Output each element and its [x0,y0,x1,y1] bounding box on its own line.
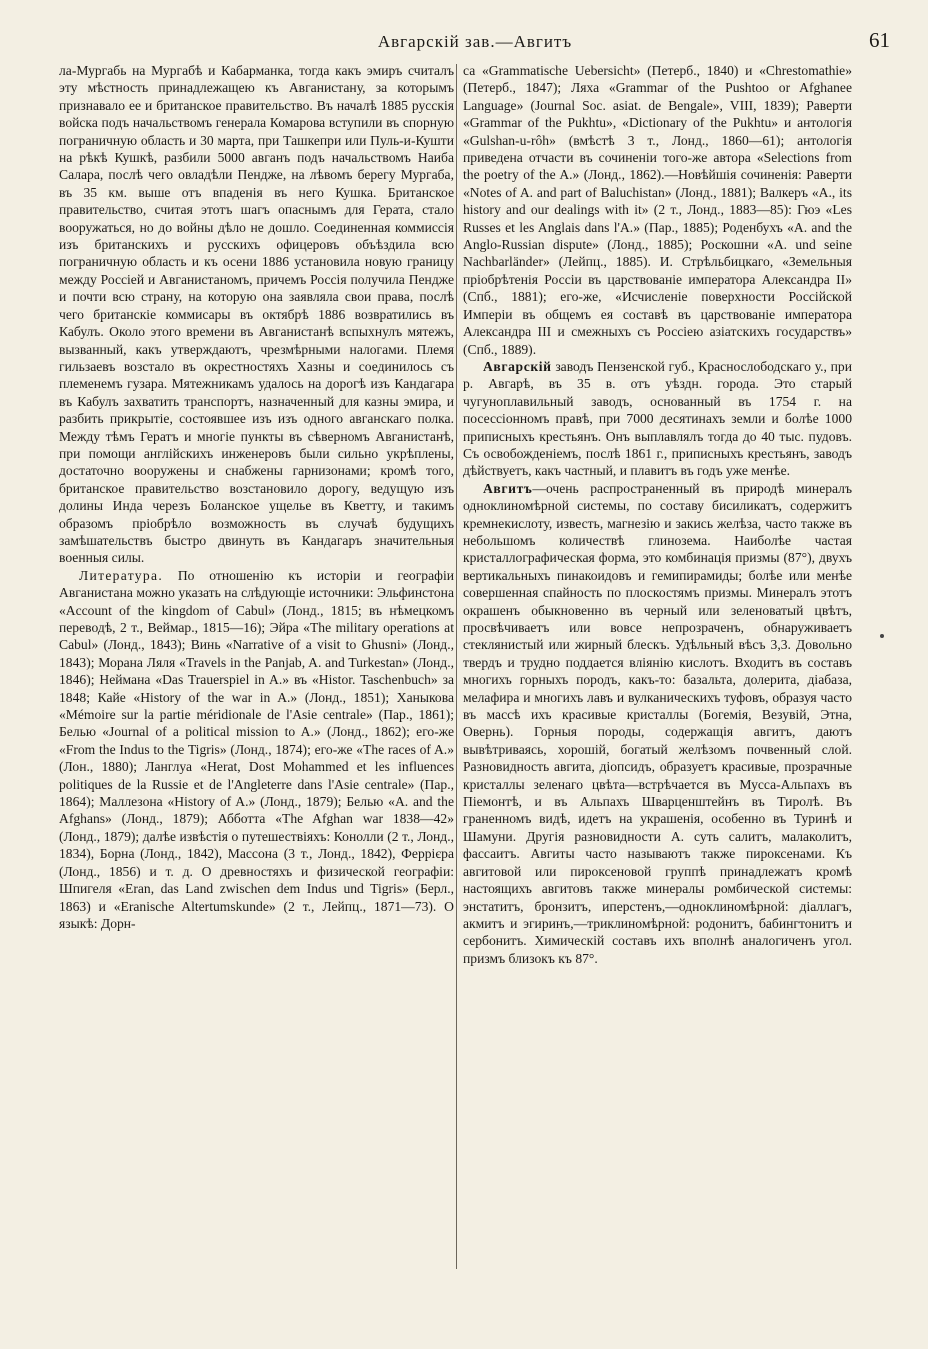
paragraph-history-continued: ла-Мургабь на Мургабѣ и Кабарманка, тогда какъ эмиръ считалъ эту мѣстность принадлежащею къ Авганистану, за которымъ признавало ее и британское правительство. Въ началѣ 1885 русскія войска подъ начальствомъ генерала Комарова вступили въ спорную пограничную область и 30 марта, при Ташкепри или Пуль-и-Кушти на рѣкѣ Кушкѣ, разбили 5000 авганъ подъ начальствомъ Наиба Салара, послѣ чего овладѣли Пендже, на лѣвомъ берегу Мургаба, въ 35 км. выше отъ впаденія въ него Кушка. Британское правительство, считая этотъ шагъ опаснымъ для Герата, стало вооружаться, но до войны дѣло не дошло. Соединенная коммиссія изъ британскихъ и русскихъ офицеровъ объѣздила всю пограничную область и къ осени 1886 установила новую границу между Россіей и Авганистаномъ, причемъ Россія получила Пендже и почти всю страну, на которую она заявляла свои права, послѣ чего британскіе коммисары въ октябрѣ 1886 возвратились въ Кабулъ. Около этого времени въ Авганистанѣ вспыхнулъ мятежъ, вызванный, какъ утверждаютъ, чрезмѣрными налогами. Племя гильзаевъ возстало въ окрестностяхъ Хазны и соединилось съ племенемъ гузара. Мятежникамъ удалось на дорогѣ изъ Кандагара въ Кабулъ захватить транспортъ, назначенный для казны эмира, и разбить прикрытіе, состоявшее изъ изъ одного авганскаго полка. Между тѣмъ Гератъ и многіе пункты въ сѣверномъ Авганистанѣ, при помощи англійскихъ инженеровъ были сильно укрѣплены, достаточно вооружены и снабжены гарнизонами; кромѣ того, британское правительство возстановило дорогу, ведущую изъ долины Инда черезъ Боланское ущелье въ Кветту, и такимъ образомъ пріобрѣло возможность въ случаѣ будущихъ замѣшательствъ быстро двинуть въ Кандагаръ значительныя военныя силы. [59,63,454,566]
column-divider [456,64,457,1269]
literature-label: Литература. [79,567,164,583]
entry-avgarsky [463,358,852,480]
literature-text: По отношенію къ исторіи и географіи Авганистана можно указать на слѣдующіе источники: Эльфинстона «Account of the kingdom of Cabul» (Лонд., 1815; въ нѣмецкомъ переводѣ, 2 т., Веймар., 1815—16); Эйра «The military operations at Cabul» (Лонд., 1843); Винь «Narrative of a visit to Ghusni» (Лонд., 1843); Морана Ляля «Travels in the Panjab, A. and Turkestan» (Лонд., 1846); Неймана «Das Trauerspiel in A.» въ «Histor. Taschenbuch» за 1848; Кайе «History of the war in A.» (Лонд., 1851); Ханыкова «Mémoire sur la partie méridionale de l'Asie centrale» (Пар., 1861); Белью «Journal of a political mission to A.» (Лонд., 1862); его-же «From the Indus to the Tigris» (Лонд., 1874); его-же «The races of A.» (Лон., 1880); Ланглуа «Herat, Dost Mohammed et les influences politiques de la Russie et de l'Angleterre dans l'Asie centrale» (Пар., 1864); Маллезона «History of A.» (Лонд., 1879); Белью «A. and the Afghans» (Лонд., 1879); Абботта «The Afghan war 1838—42» (Лонд., 1879); далѣе извѣстія о путешествіяхъ: Конолли (2 т., Лонд., 1834), Борна (Лонд., 1842), Массона (3 т., Лонд., 1842), Феррієра (Лонд., 1856) и т. д. О древностяхъ и физической географіи: Шпигеля «Eran, das Land zwischen dem Indus und Tigris» (Берл., 1863) и «Eranische Altertumskunde» (2 т., Лейпц., 1871—73). О языкѣ: Дорн- [59,567,454,931]
headword-avgarsky: Авгарскій [483,358,552,374]
left-column [59,62,454,1272]
headword-avgit: Авгитъ [483,480,533,496]
paragraph-literature [59,567,454,933]
running-title: Авгарскій зав.—Авгитъ [377,32,573,51]
entry-avgit [463,480,852,967]
margin-mark [880,634,884,638]
running-head [60,28,890,58]
entry-avgarsky-text: заводъ Пензенской губ., Краснослободскаго у., при р. Авгарѣ, въ 35 в. отъ уѣздн. города. Это старый чугуноплавильный заводъ, основанный въ 1754 г. на посессіонномъ правѣ, при 7000 десятинахъ земли и болѣе 1000 приписныхъ крестьянъ. Онъ выплавлялъ тогда до 40 тыс. пудовъ. Съ освобожденіемъ, послѣ 1861 г., приписныхъ крестьянъ, заводъ дѣйствуетъ, какъ частный, и плавитъ въ годъ уже менѣе. [463,358,852,479]
right-column [463,62,852,1272]
entry-avgit-text: —очень распространенный въ природѣ минералъ одноклиномѣрной системы, по составу бисиликатъ, содержитъ кремнекислоту, известь, магнезію и закись желѣза, часто также въ небольшомъ количествѣ глинозема. Наиболѣе частая кристаллографическая форма, это комбинація призмы (87°), двухъ вертикальныхъ пинакоидовъ и гемипирамиды; болѣе или менѣе совершенная спайность по плоскостямъ призмы. Минералъ этотъ окрашенъ обыкновенно въ черный или зеленоватый цвѣтъ, просвѣчиваетъ или вовсе непрозраченъ, обнаруживаетъ стеклянистый или жирный блескъ. Удѣльный вѣсъ 3,3. Довольно твердъ и трудно поддается вліянію кислотъ. Входитъ въ составъ многихъ горныхъ породъ, какъ-то: базальта, долерита, діабаза, мелафира и многихъ лавъ и вулканическихъ туфовъ, образуя часто въ массѣ ихъ красивые кристаллы (Богемія, Везувій, Этна, Овернь). Горныя породы, содержащія авгитъ, даютъ вывѣтриваясь, хорошій, богатый желѣзомъ почвенный слой. Разновидность авгита, діопсидъ, образуетъ красивые, прозрачные кристаллы зеленаго цвѣта—встрѣчается въ Мусса-Альпахъ въ Піемонтѣ, и въ Альпахъ Шварценштейнъ въ Тиролѣ. Въ граненномъ видѣ, идетъ на украшенія, особенно въ Туринѣ и Шамуни. Другія разновидности А. суть салитъ, малаколитъ, фассаитъ. Авгиты часто называютъ также пироксенами. Къ авгитовой или пироксеновой группѣ принадлежатъ кромѣ настоящихъ авгитовъ также минералы ромбической системы: энстатитъ, бронзитъ, иперстенъ,—одноклиномѣрной: діаллагъ, акмитъ и эгиринъ,—триклиномѣрной: родонитъ, бабингтонитъ и сербонитъ. Химическій составъ ихъ вполнѣ аналогиченъ угол. призмъ близокъ къ 87°. [463,480,852,966]
paragraph-literature-continued: са «Grammatische Uebersicht» (Петерб., 1840) и «Chrestomathie» (Петерб., 1847); Ляха «Grammar of the Pushtoo or Afghanee Language» (Journal Soc. asiat. de Bengale», VIII, 1839); Раверти «Grammar of the Pukhtu», «Dictionary of the Pukhtu» и антологія «Gulshan-u-rôh» (вмѣстѣ 3 т., Лонд., 1860—61); антологія приведена отчасти въ сочиненіи того-же автора «Selections from the poetry of the A.» (Лонд., 1862).—Новѣйшія сочиненія: Раверти «Notes of A. and part of Baluchistan» (Лонд., 1881); Валкеръ «A., its history and our dealings with it» (2 т., Лонд., 1883—85): Гюэ «Les Russes et les Anglais dans l'A.» (Пар., 1885); Роденбухъ «A. and the Anglo-Russian dispute» (Лонд., 1885); Роскошни «A. und seine Nachbarländer» (Лейпц., 1885). И. Стрѣльбицкаго, «Земельныя пріобрѣтенія Россіи въ царствованіе императора Александра II» (Спб., 1881); его-же, «Исчисленіе поверхности Россійской Имперіи въ общемъ ея составѣ въ царствованіе императора Александра III и смежныхъ съ Россіею азіатскихъ государствъ» (Спб., 1889). [463,63,852,357]
page-number: 61 [869,28,890,52]
